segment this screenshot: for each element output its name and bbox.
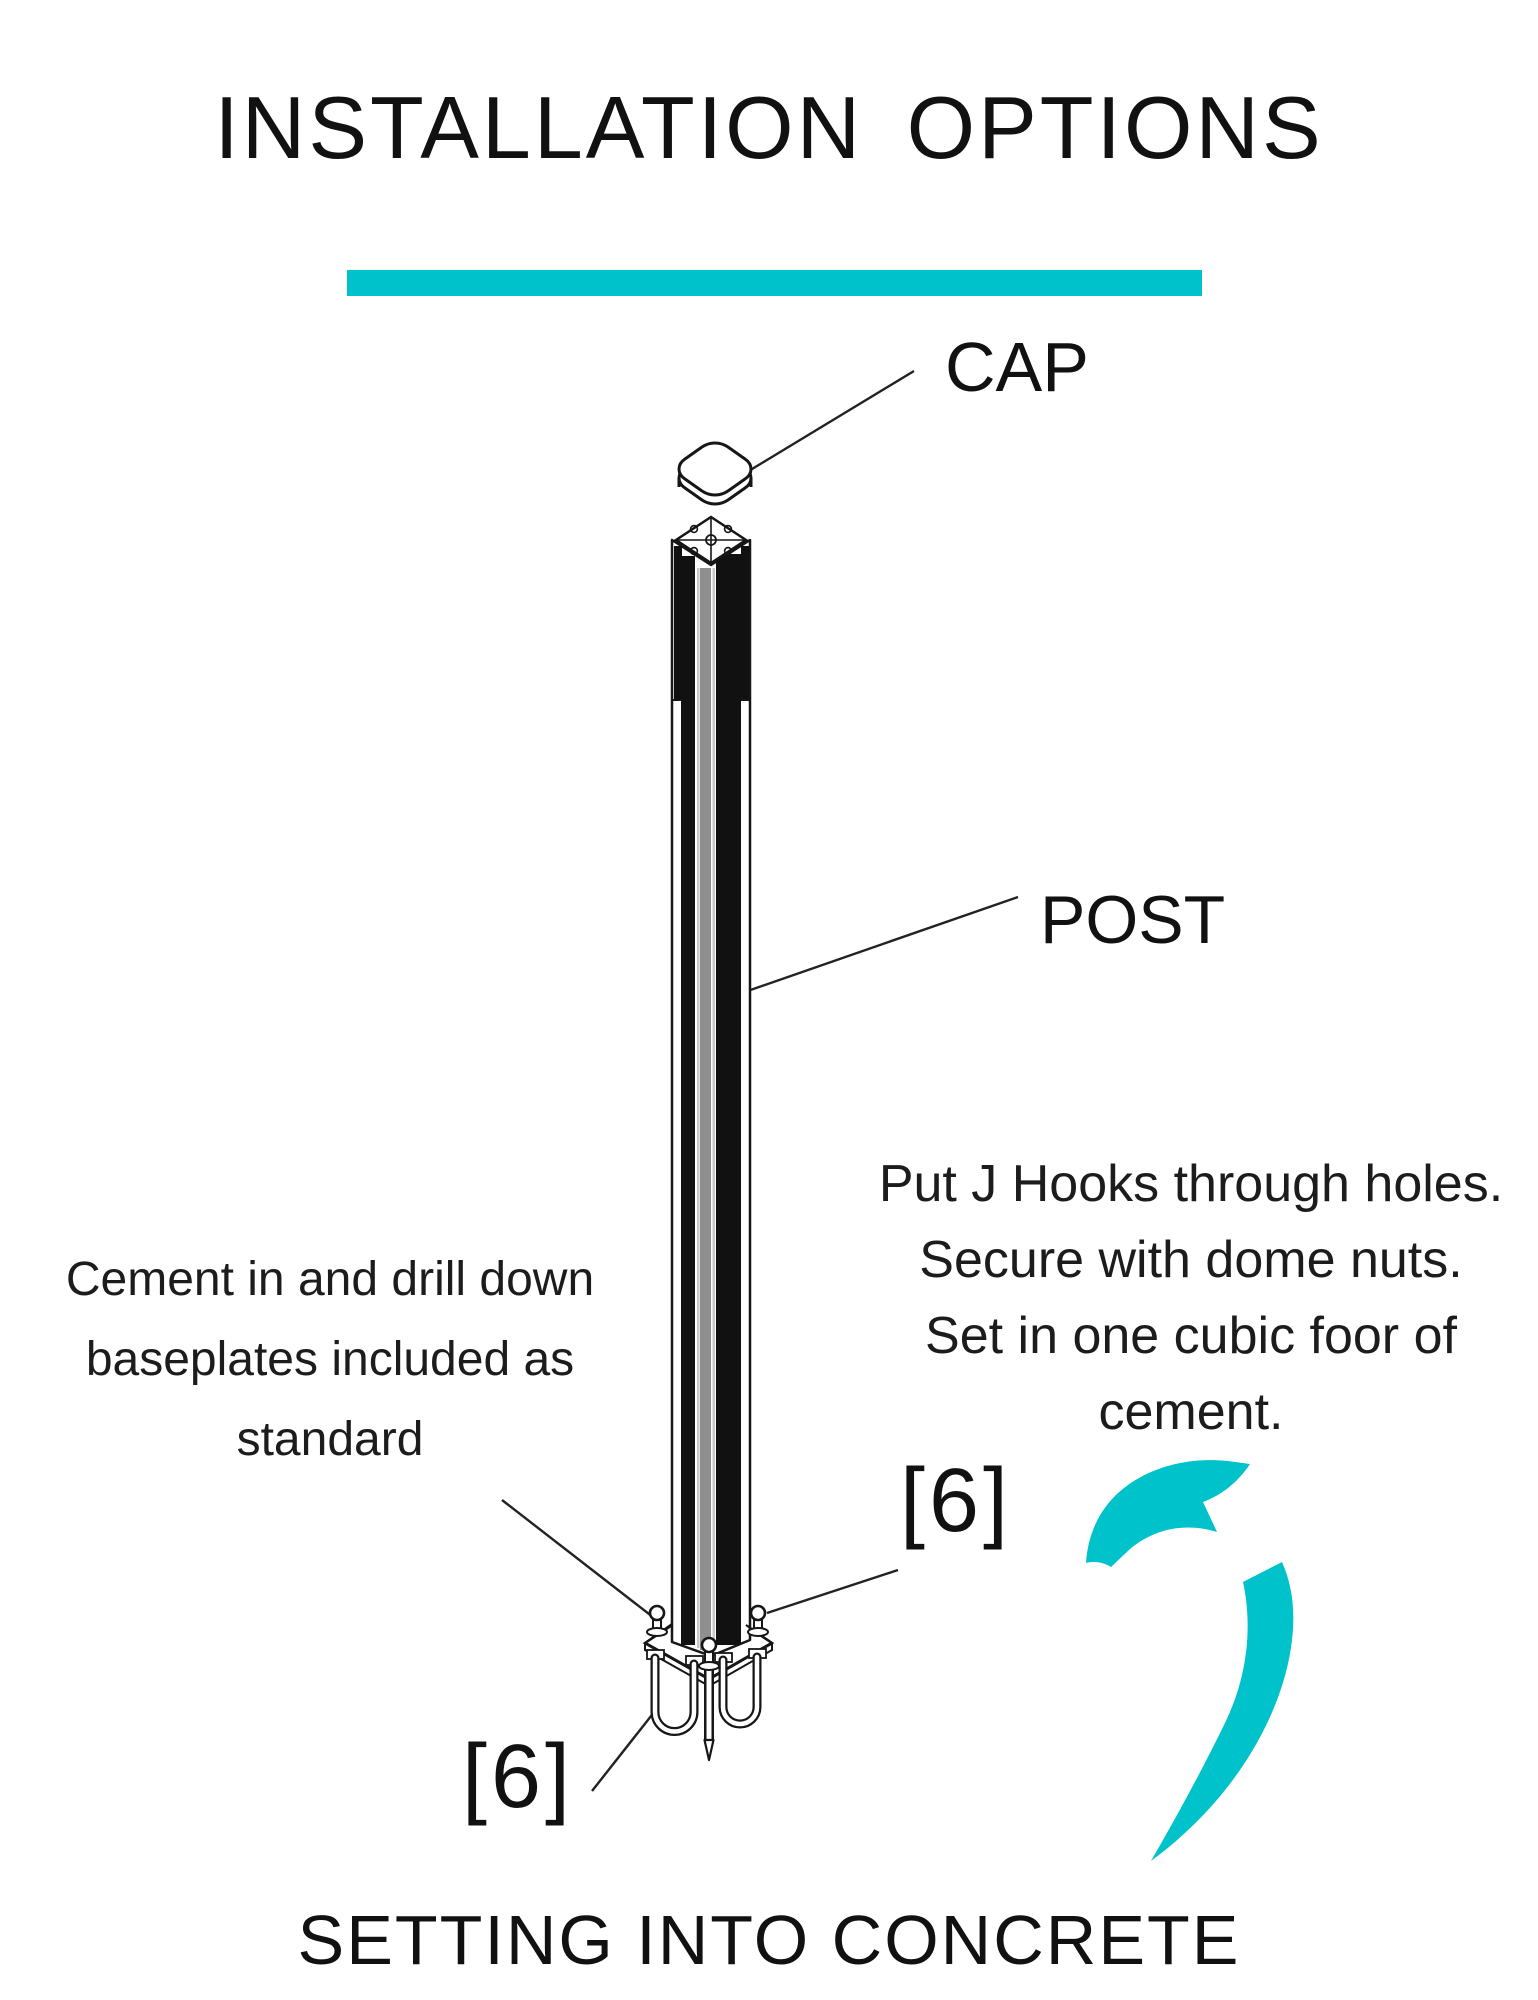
qty-badge-right: [6] bbox=[900, 1451, 1013, 1551]
leader-lines bbox=[502, 371, 1018, 1791]
note-line: Put J Hooks through holes. bbox=[878, 1155, 1504, 1213]
cap-label: CAP bbox=[945, 328, 1089, 406]
note-line: cement. bbox=[1098, 1383, 1284, 1441]
note-line: Set in one cubic foor of bbox=[925, 1307, 1457, 1365]
leader-line-cap bbox=[724, 371, 914, 486]
note-line: standard bbox=[236, 1413, 424, 1466]
note-cement-baseplates bbox=[20, 1240, 640, 1480]
note-jhooks-cement bbox=[838, 1146, 1538, 1450]
footer-caption: SETTING INTO CONCRETE bbox=[297, 1901, 1241, 1979]
cap-drawing bbox=[679, 443, 751, 504]
note-line: Cement in and drill down bbox=[65, 1253, 595, 1306]
leader-line-baseplate-note bbox=[502, 1500, 658, 1621]
page-title: INSTALLATION OPTIONS bbox=[214, 78, 1324, 177]
post-drawing bbox=[672, 517, 750, 1656]
note-line: baseplates included as bbox=[85, 1333, 575, 1386]
leader-line-post bbox=[736, 897, 1018, 995]
leader-line-qty-left bbox=[592, 1711, 655, 1791]
leader-line-qty-right bbox=[767, 1570, 898, 1613]
post-label: POST bbox=[1040, 882, 1226, 958]
qty-badge-left: [6] bbox=[462, 1727, 575, 1827]
curved-arrow-icon bbox=[1086, 1460, 1293, 1861]
note-line: Secure with dome nuts. bbox=[919, 1231, 1463, 1289]
